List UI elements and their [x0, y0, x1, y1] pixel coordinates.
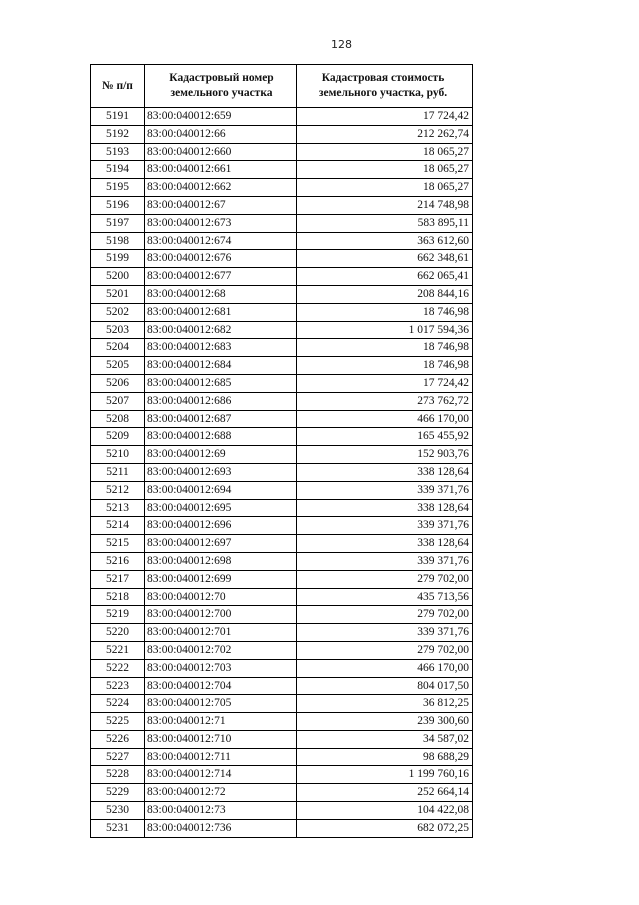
row-cadastral-number: 83:00:040012:686 — [145, 392, 297, 410]
row-number: 5208 — [91, 410, 145, 428]
table-row — [91, 321, 473, 339]
table-row — [91, 303, 473, 321]
row-number: 5223 — [91, 677, 145, 695]
row-cadastral-value: 18 065,27 — [297, 161, 473, 179]
row-number: 5228 — [91, 766, 145, 784]
row-cadastral-number: 83:00:040012:684 — [145, 357, 297, 375]
row-cadastral-value: 152 903,76 — [297, 446, 473, 464]
table-row — [91, 374, 473, 392]
row-cadastral-number: 83:00:040012:70 — [145, 588, 297, 606]
row-number: 5194 — [91, 161, 145, 179]
row-cadastral-value: 466 170,00 — [297, 659, 473, 677]
row-number: 5198 — [91, 232, 145, 250]
row-cadastral-value: 34 587,02 — [297, 730, 473, 748]
table-row — [91, 695, 473, 713]
row-cadastral-value: 214 748,98 — [297, 196, 473, 214]
row-cadastral-number: 83:00:040012:710 — [145, 730, 297, 748]
row-cadastral-value: 682 072,25 — [297, 819, 473, 837]
table-row — [91, 143, 473, 161]
row-cadastral-number: 83:00:040012:685 — [145, 374, 297, 392]
row-number: 5206 — [91, 374, 145, 392]
table-row — [91, 357, 473, 375]
row-cadastral-value: 36 812,25 — [297, 695, 473, 713]
row-cadastral-value: 18 746,98 — [297, 357, 473, 375]
row-number: 5200 — [91, 268, 145, 286]
row-cadastral-number: 83:00:040012:711 — [145, 748, 297, 766]
row-cadastral-number: 83:00:040012:705 — [145, 695, 297, 713]
row-cadastral-number: 83:00:040012:681 — [145, 303, 297, 321]
row-number: 5221 — [91, 641, 145, 659]
row-number: 5209 — [91, 428, 145, 446]
table-row — [91, 517, 473, 535]
row-number: 5212 — [91, 481, 145, 499]
row-cadastral-value: 338 128,64 — [297, 499, 473, 517]
header-cadastral-number — [145, 65, 297, 108]
row-cadastral-number: 83:00:040012:69 — [145, 446, 297, 464]
row-cadastral-value: 279 702,00 — [297, 641, 473, 659]
row-cadastral-number: 83:00:040012:660 — [145, 143, 297, 161]
row-cadastral-number: 83:00:040012:694 — [145, 481, 297, 499]
table-row — [91, 499, 473, 517]
row-number: 5231 — [91, 819, 145, 837]
row-cadastral-value: 804 017,50 — [297, 677, 473, 695]
row-cadastral-value: 339 371,76 — [297, 624, 473, 642]
row-number: 5197 — [91, 214, 145, 232]
row-cadastral-number: 83:00:040012:700 — [145, 606, 297, 624]
row-cadastral-value: 98 688,29 — [297, 748, 473, 766]
table-row — [91, 268, 473, 286]
row-cadastral-value: 18 065,27 — [297, 179, 473, 197]
row-number: 5207 — [91, 392, 145, 410]
row-number: 5225 — [91, 713, 145, 731]
row-cadastral-number: 83:00:040012:736 — [145, 819, 297, 837]
row-cadastral-value: 18 746,98 — [297, 339, 473, 357]
table-row — [91, 463, 473, 481]
row-cadastral-value: 18 746,98 — [297, 303, 473, 321]
row-number: 5224 — [91, 695, 145, 713]
row-cadastral-number: 83:00:040012:662 — [145, 179, 297, 197]
row-number: 5205 — [91, 357, 145, 375]
row-cadastral-number: 83:00:040012:702 — [145, 641, 297, 659]
row-cadastral-number: 83:00:040012:676 — [145, 250, 297, 268]
table-row — [91, 802, 473, 820]
table-row — [91, 552, 473, 570]
row-cadastral-value: 339 371,76 — [297, 517, 473, 535]
row-cadastral-number: 83:00:040012:693 — [145, 463, 297, 481]
page-number: 128 — [331, 38, 352, 51]
row-number: 5227 — [91, 748, 145, 766]
row-cadastral-value: 363 612,60 — [297, 232, 473, 250]
table-row — [91, 125, 473, 143]
row-cadastral-value: 165 455,92 — [297, 428, 473, 446]
table-row — [91, 730, 473, 748]
row-number: 5192 — [91, 125, 145, 143]
row-cadastral-number: 83:00:040012:703 — [145, 659, 297, 677]
row-number: 5214 — [91, 517, 145, 535]
row-cadastral-value: 208 844,16 — [297, 285, 473, 303]
row-number: 5195 — [91, 179, 145, 197]
row-cadastral-number: 83:00:040012:67 — [145, 196, 297, 214]
table-row — [91, 748, 473, 766]
row-cadastral-value: 435 713,56 — [297, 588, 473, 606]
row-cadastral-number: 83:00:040012:71 — [145, 713, 297, 731]
table-row — [91, 339, 473, 357]
row-cadastral-number: 83:00:040012:704 — [145, 677, 297, 695]
row-number: 5211 — [91, 463, 145, 481]
header-number — [91, 65, 145, 108]
row-cadastral-number: 83:00:040012:72 — [145, 784, 297, 802]
header-value-line2: земельного участка, руб. — [318, 87, 448, 99]
row-cadastral-number: 83:00:040012:697 — [145, 535, 297, 553]
table-row — [91, 410, 473, 428]
row-cadastral-value: 1 017 594,36 — [297, 321, 473, 339]
table-row — [91, 570, 473, 588]
row-cadastral-number: 83:00:040012:682 — [145, 321, 297, 339]
table-row — [91, 659, 473, 677]
row-cadastral-number: 83:00:040012:698 — [145, 552, 297, 570]
table-row — [91, 535, 473, 553]
row-cadastral-number: 83:00:040012:714 — [145, 766, 297, 784]
row-cadastral-number: 83:00:040012:683 — [145, 339, 297, 357]
row-number: 5230 — [91, 802, 145, 820]
table-row — [91, 446, 473, 464]
row-cadastral-value: 239 300,60 — [297, 713, 473, 731]
table-row — [91, 108, 473, 126]
row-cadastral-number: 83:00:040012:66 — [145, 125, 297, 143]
row-cadastral-value: 273 762,72 — [297, 392, 473, 410]
header-cadastral-line1: Кадастровый номер — [169, 72, 274, 84]
row-cadastral-number: 83:00:040012:699 — [145, 570, 297, 588]
row-number: 5199 — [91, 250, 145, 268]
row-cadastral-value: 18 065,27 — [297, 143, 473, 161]
row-cadastral-number: 83:00:040012:695 — [145, 499, 297, 517]
header-cadastral-line2: земельного участка — [170, 87, 273, 99]
row-cadastral-number: 83:00:040012:68 — [145, 285, 297, 303]
row-cadastral-value: 583 895,11 — [297, 214, 473, 232]
row-number: 5213 — [91, 499, 145, 517]
table-row — [91, 196, 473, 214]
table-row — [91, 214, 473, 232]
row-number: 5202 — [91, 303, 145, 321]
row-number: 5218 — [91, 588, 145, 606]
row-cadastral-value: 339 371,76 — [297, 481, 473, 499]
row-cadastral-number: 83:00:040012:659 — [145, 108, 297, 126]
row-number: 5222 — [91, 659, 145, 677]
table-row — [91, 250, 473, 268]
table-row — [91, 819, 473, 837]
table-row — [91, 641, 473, 659]
row-cadastral-number: 83:00:040012:687 — [145, 410, 297, 428]
row-cadastral-value: 17 724,42 — [297, 108, 473, 126]
row-cadastral-number: 83:00:040012:674 — [145, 232, 297, 250]
table-row — [91, 713, 473, 731]
table-row — [91, 428, 473, 446]
table-row — [91, 784, 473, 802]
row-cadastral-value: 662 348,61 — [297, 250, 473, 268]
row-number: 5204 — [91, 339, 145, 357]
header-number-label: № п/п — [102, 79, 133, 92]
header-value-line1: Кадастровая стоимость — [321, 72, 445, 84]
row-number: 5210 — [91, 446, 145, 464]
row-cadastral-value: 212 262,74 — [297, 125, 473, 143]
row-number: 5201 — [91, 285, 145, 303]
table-row — [91, 481, 473, 499]
header-cadastral-value — [297, 65, 473, 108]
row-cadastral-number: 83:00:040012:701 — [145, 624, 297, 642]
row-cadastral-value: 17 724,42 — [297, 374, 473, 392]
row-number: 5226 — [91, 730, 145, 748]
row-number: 5217 — [91, 570, 145, 588]
row-cadastral-value: 252 664,14 — [297, 784, 473, 802]
table-row — [91, 161, 473, 179]
cadastral-value-table — [90, 64, 473, 838]
row-cadastral-number: 83:00:040012:688 — [145, 428, 297, 446]
row-cadastral-value: 662 065,41 — [297, 268, 473, 286]
table-row — [91, 766, 473, 784]
table-row — [91, 624, 473, 642]
row-number: 5216 — [91, 552, 145, 570]
row-number: 5203 — [91, 321, 145, 339]
row-number: 5191 — [91, 108, 145, 126]
row-number: 5229 — [91, 784, 145, 802]
row-cadastral-value: 466 170,00 — [297, 410, 473, 428]
row-cadastral-value: 279 702,00 — [297, 606, 473, 624]
table-header-row — [91, 65, 473, 108]
table-row — [91, 285, 473, 303]
table-row — [91, 232, 473, 250]
row-cadastral-value: 279 702,00 — [297, 570, 473, 588]
row-number: 5196 — [91, 196, 145, 214]
row-number: 5193 — [91, 143, 145, 161]
row-number: 5215 — [91, 535, 145, 553]
row-cadastral-number: 83:00:040012:673 — [145, 214, 297, 232]
row-number: 5220 — [91, 624, 145, 642]
table-row — [91, 392, 473, 410]
row-cadastral-value: 338 128,64 — [297, 463, 473, 481]
row-cadastral-number: 83:00:040012:677 — [145, 268, 297, 286]
table-row — [91, 677, 473, 695]
row-cadastral-value: 104 422,08 — [297, 802, 473, 820]
row-cadastral-value: 338 128,64 — [297, 535, 473, 553]
row-number: 5219 — [91, 606, 145, 624]
row-cadastral-number: 83:00:040012:73 — [145, 802, 297, 820]
table-row — [91, 588, 473, 606]
table-row — [91, 179, 473, 197]
row-cadastral-number: 83:00:040012:661 — [145, 161, 297, 179]
row-cadastral-number: 83:00:040012:696 — [145, 517, 297, 535]
table-row — [91, 606, 473, 624]
row-cadastral-value: 1 199 760,16 — [297, 766, 473, 784]
row-cadastral-value: 339 371,76 — [297, 552, 473, 570]
